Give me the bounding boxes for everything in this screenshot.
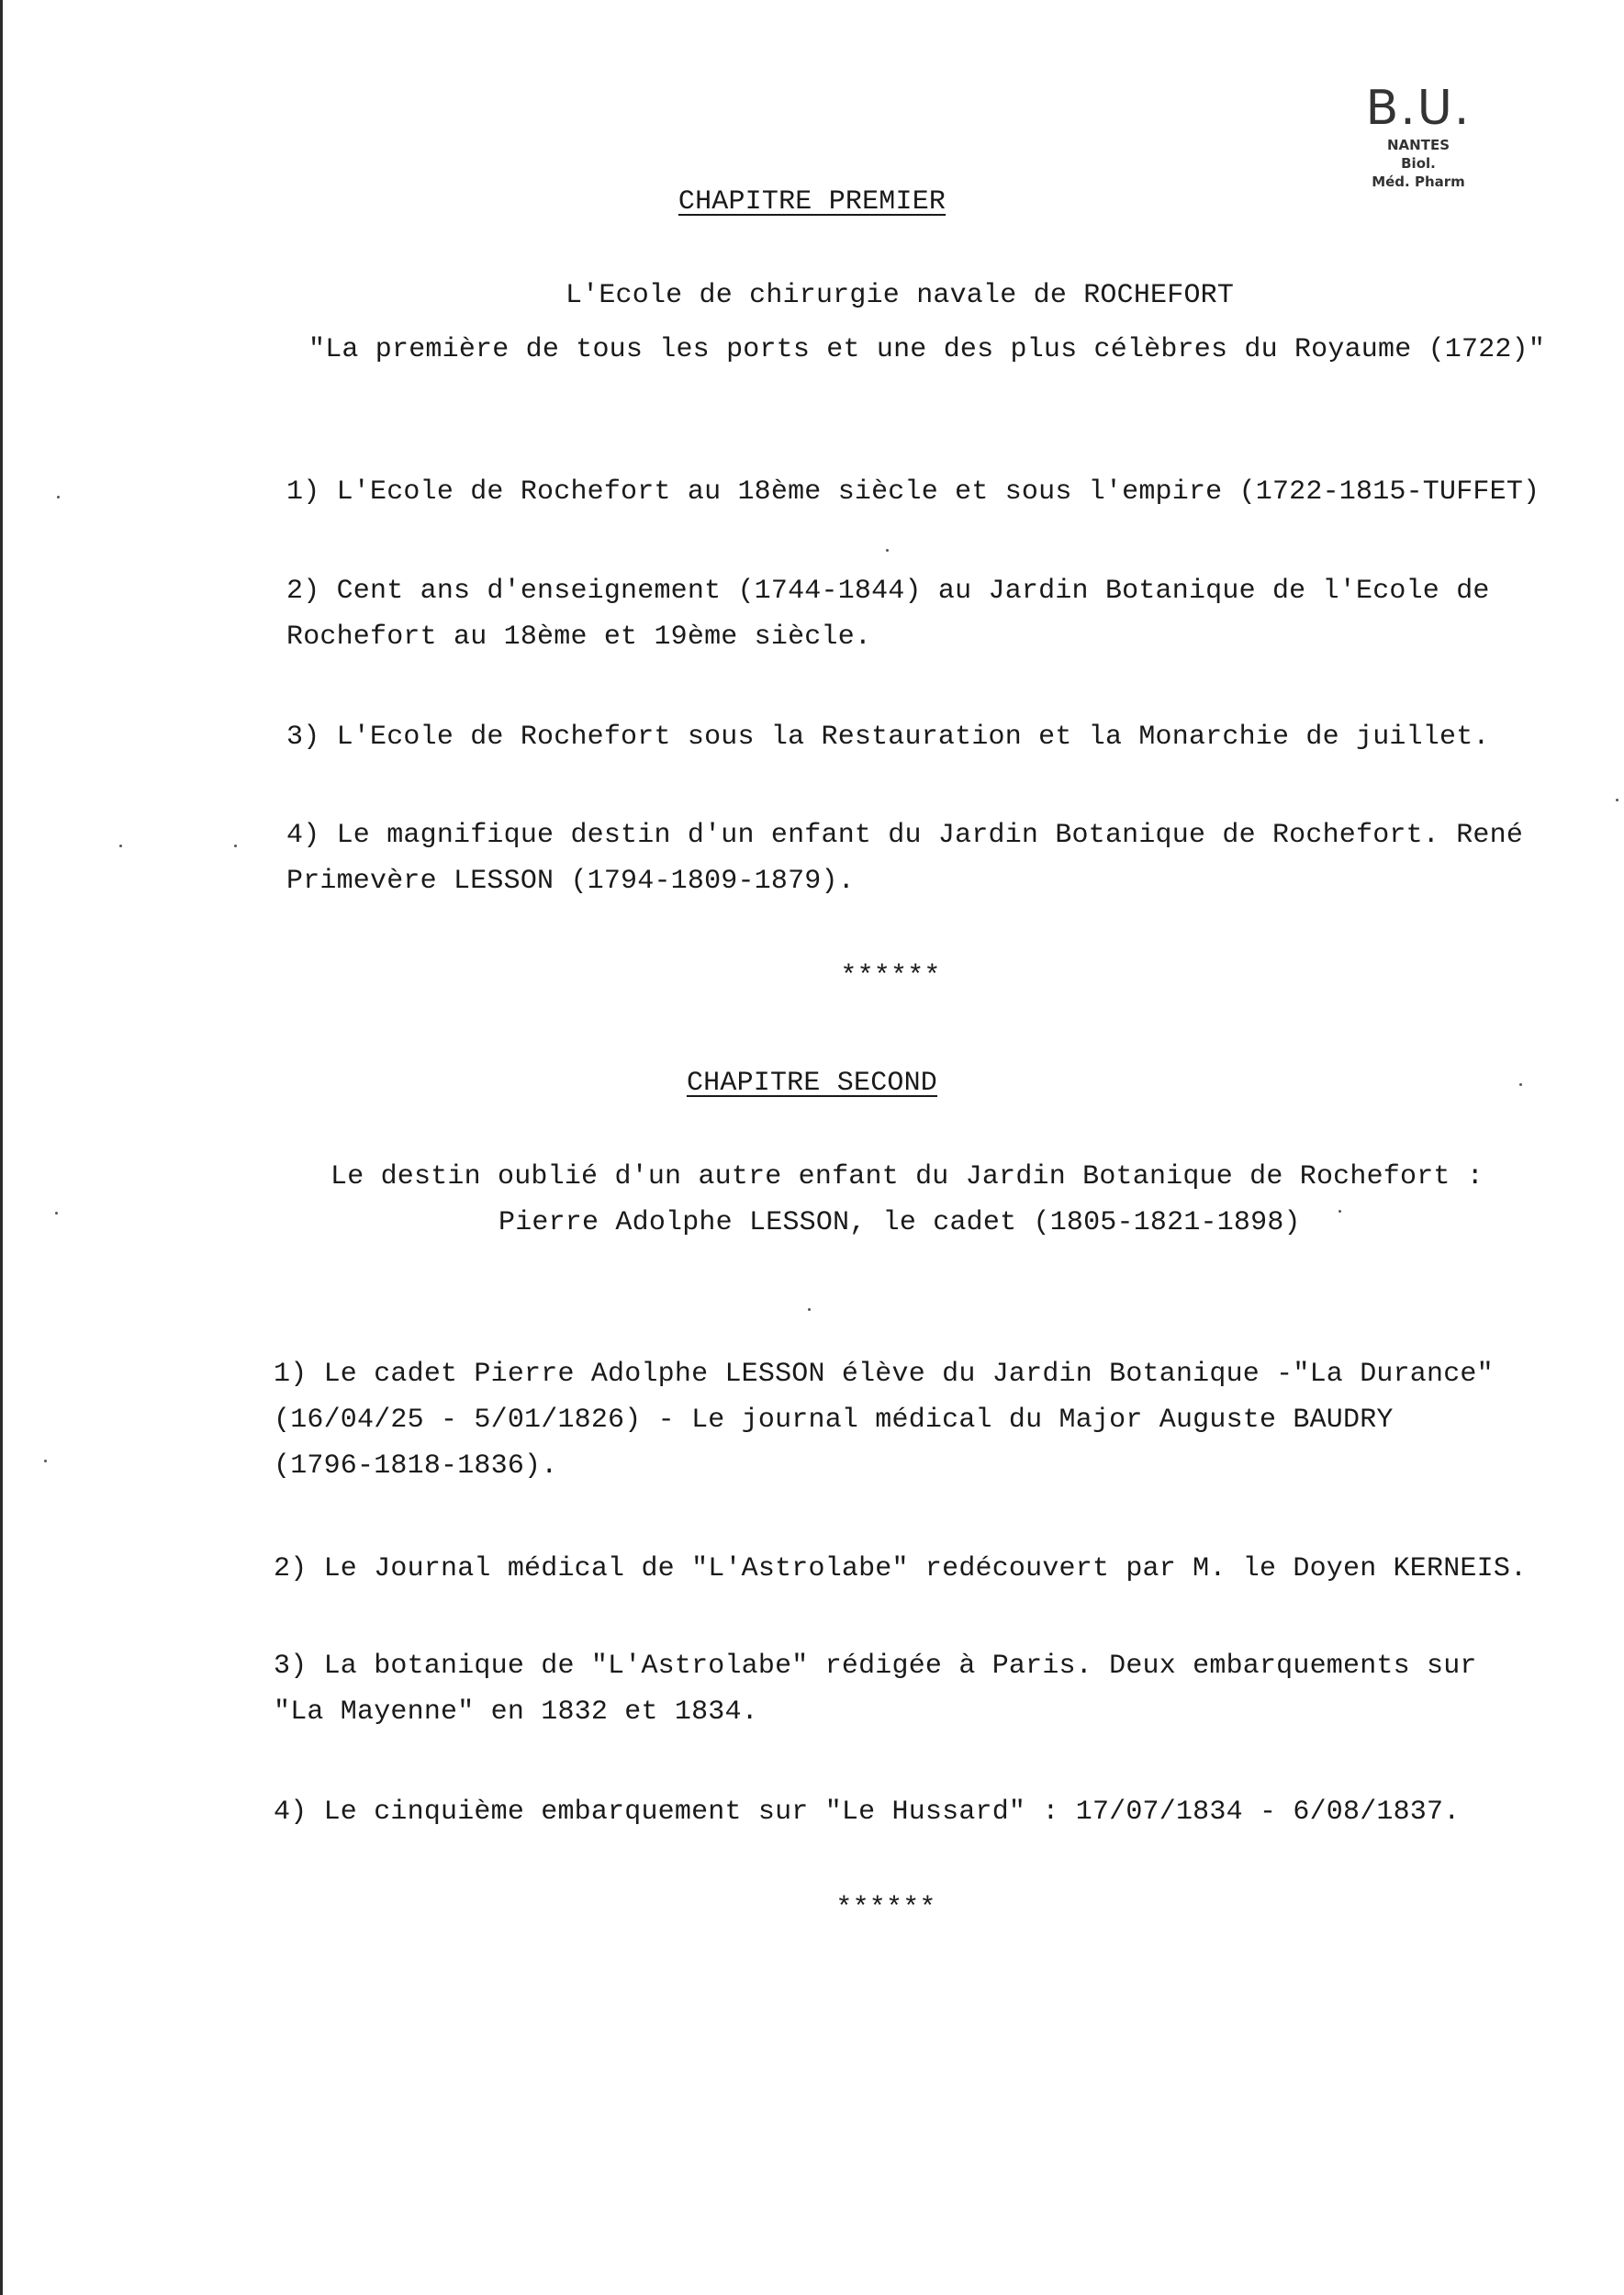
scan-speck — [1616, 799, 1618, 801]
chapter-2-item-3-line-1: 3) La botanique de "L'Astrolabe" rédigée à Paris. Deux embarquements sur — [274, 1651, 1477, 1682]
chapter-2-subtitle-1: Le destin oublié d'un autre enfant du Jardin Botanique de Rochefort : — [330, 1161, 1484, 1192]
chapter-1-item-2-line-2: Rochefort au 18ème et 19ème siècle. — [286, 621, 872, 653]
chapter-2-item-4: 4) Le cinquième embarquement sur "Le Hussard" : 17/07/1834 - 6/08/1837. — [274, 1797, 1461, 1828]
chapter-1-item-3: 3) L'Ecole de Rochefort sous la Restauration et la Monarchie de juillet. — [286, 722, 1490, 753]
scan-speck — [808, 1308, 811, 1311]
stamp-line-3: Biol. — [1401, 155, 1436, 172]
chapter-1-item-4-line-2: Primevère LESSON (1794-1809-1879). — [286, 866, 855, 897]
chapter-2-item-2: 2) Le Journal médical de "L'Astrolabe" redécouvert par M. le Doyen KERNEIS. — [274, 1553, 1528, 1584]
chapter-1-heading: CHAPITRE PREMIER — [678, 186, 946, 218]
stamp-line-4: Méd. Pharm — [1372, 174, 1465, 190]
chapter-1-subtitle-1: L'Ecole de chirurgie navale de ROCHEFORT — [565, 280, 1235, 311]
chapter-1-item-4-line-1: 4) Le magnifique destin d'un enfant du Jardin Botanique de Rochefort. René — [286, 820, 1524, 851]
scan-edge — [0, 0, 3, 2295]
chapter-2-heading: CHAPITRE SECOND — [686, 1068, 938, 1099]
stamp-line-2: NANTES — [1387, 137, 1450, 153]
scan-speck — [119, 845, 122, 847]
scan-speck — [1519, 1083, 1522, 1086]
scan-speck — [57, 496, 60, 498]
scan-speck — [234, 845, 237, 847]
chapter-2-item-1-line-3: (1796-1818-1836). — [274, 1450, 558, 1482]
scan-speck — [44, 1460, 47, 1462]
scan-speck — [1338, 1210, 1341, 1213]
chapter-2-item-1-line-2: (16/04/25 - 5/01/1826) - Le journal médical du Major Auguste BAUDRY — [274, 1405, 1394, 1436]
chapter-2-subtitle-2: Pierre Adolphe LESSON, le cadet (1805-1821-1898) — [498, 1207, 1301, 1238]
scan-speck — [886, 549, 889, 552]
scan-speck — [55, 1212, 58, 1215]
chapter-2-separator: ****** — [835, 1893, 936, 1924]
chapter-1-item-2-line-1: 2) Cent ans d'enseignement (1744-1844) au Jardin Botanique de l'Ecole de — [286, 576, 1490, 607]
chapter-2-item-3-line-2: "La Mayenne" en 1832 et 1834. — [274, 1696, 758, 1728]
chapter-1-item-1: 1) L'Ecole de Rochefort au 18ème siècle et sous l'empire (1722-1815-TUFFET) — [286, 476, 1540, 508]
stamp-line-1: B.U. — [1365, 81, 1472, 136]
chapter-1-separator: ****** — [840, 961, 941, 992]
chapter-2-item-1-line-1: 1) Le cadet Pierre Adolphe LESSON élève du Jardin Botanique -"La Durance" — [274, 1359, 1494, 1390]
chapter-1-subtitle-2: "La première de tous les ports et une des plus célèbres du Royaume (1722)" — [308, 334, 1546, 365]
